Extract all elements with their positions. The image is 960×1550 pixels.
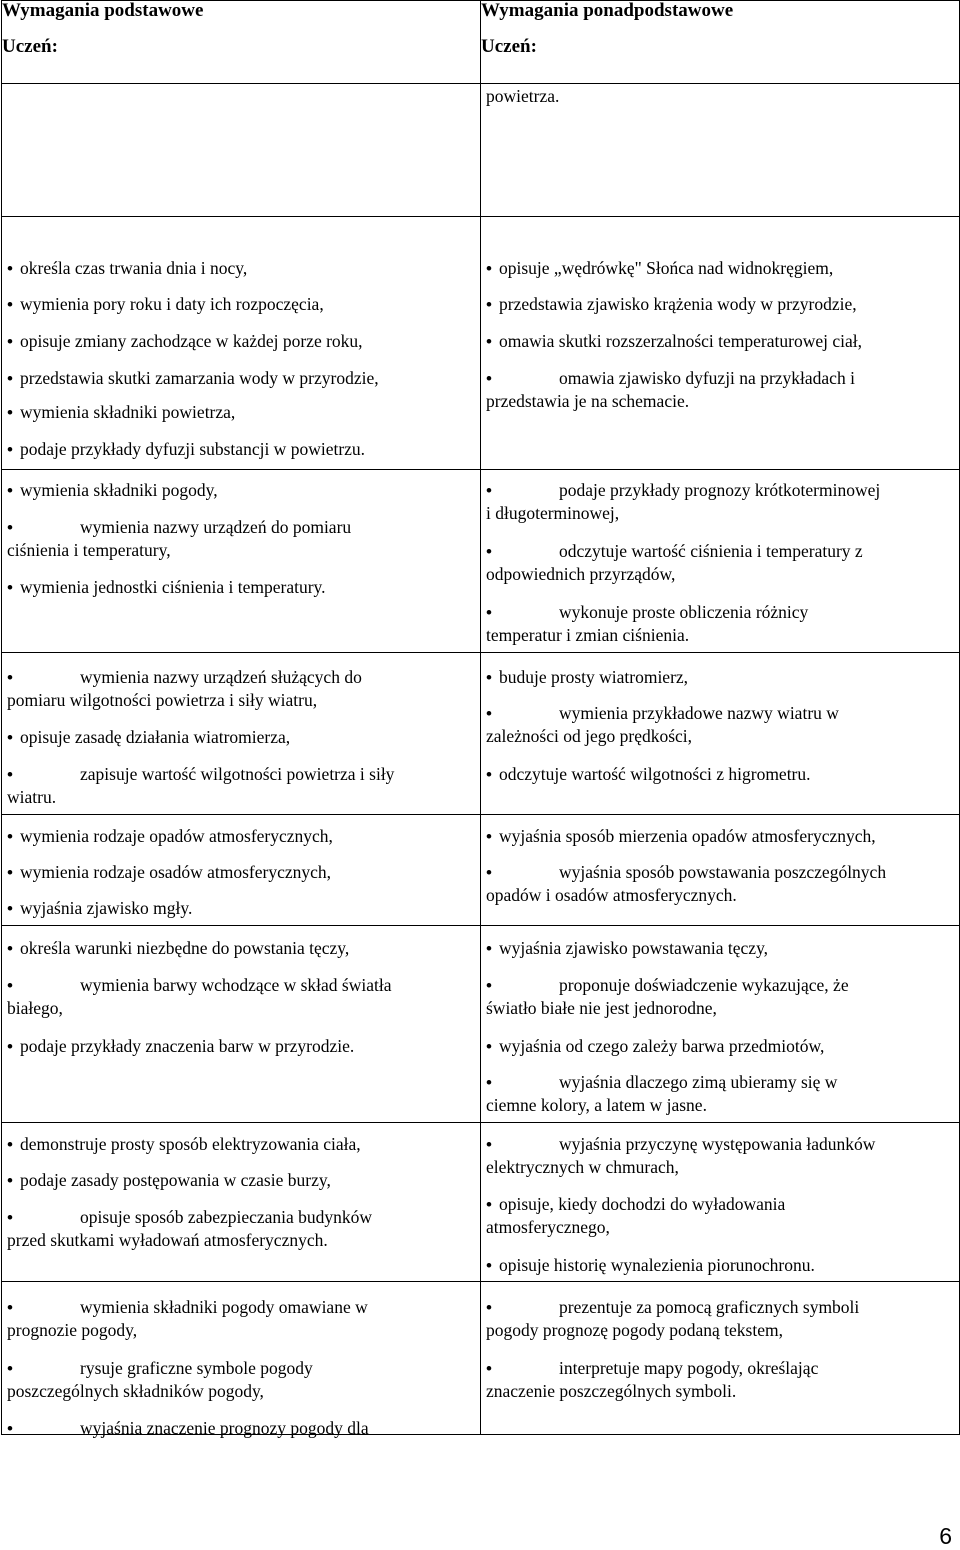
list-item: • wymienia barwy wchodzące w skład światła	[7, 973, 474, 998]
list-item-continuation: wiatru.	[7, 787, 57, 807]
list-item: • wyjaśnia sposób mierzenia opadów atmosferycznych,	[486, 824, 953, 849]
basic-cell	[2, 1282, 481, 1438]
table-header-row	[2, 1, 960, 84]
advanced-cell	[481, 1123, 960, 1282]
list-item: • przedstawia skutki zamarzania wody w przyrodzie,	[7, 366, 474, 391]
list-item: • określa czas trwania dnia i nocy,	[7, 256, 474, 281]
list-item: • odczytuje wartość ciśnienia i temperatury z	[486, 539, 953, 564]
list-item-continuation: znaczenie poszczególnych symboli.	[486, 1381, 737, 1401]
list-item: • wymienia jednostki ciśnienia i temperatury.	[7, 575, 474, 600]
advanced-cell	[481, 926, 960, 1123]
advanced-cell	[481, 470, 960, 653]
list-item: • opisuje, kiedy dochodzi do wyładowania	[486, 1192, 953, 1217]
list-item: • opisuje historię wynalezienia piorunochronu.	[486, 1253, 953, 1278]
list-item: • wymienia nazwy urządzeń służących do	[7, 665, 474, 690]
list-item: • wyjaśnia znaczenie prognozy pogody dla	[7, 1416, 474, 1441]
list-item: • omawia zjawisko dyfuzji na przykładach i	[486, 366, 953, 391]
list-item-continuation: białego,	[7, 998, 63, 1018]
list-item-continuation: poszczególnych składników pogody,	[7, 1381, 264, 1401]
list-item: • rysuje graficzne symbole pogody	[7, 1356, 474, 1381]
advanced-cell	[481, 815, 960, 926]
list-item: • wyjaśnia przyczynę występowania ładunków	[486, 1132, 953, 1157]
list-item: • wymienia składniki pogody,	[7, 478, 474, 503]
advanced-cell	[481, 84, 960, 217]
list-item: • omawia skutki rozszerzalności temperaturowej ciał,	[486, 329, 953, 354]
list-item-continuation: elektrycznych w chmurach,	[486, 1157, 679, 1177]
basic-cell	[2, 470, 481, 653]
list-item-continuation: atmosferycznego,	[486, 1217, 610, 1237]
list-item-continuation: odpowiednich przyrządów,	[486, 564, 676, 584]
list-item: • prezentuje za pomocą graficznych symboli	[486, 1295, 953, 1320]
list-item-continuation: światło białe nie jest jednorodne,	[486, 998, 717, 1018]
list-item: • przedstawia zjawisko krążenia wody w przyrodzie,	[486, 292, 953, 317]
basic-cell	[2, 217, 481, 470]
list-item-continuation: pogody prognozę pogody podaną tekstem,	[486, 1320, 783, 1340]
list-item-continuation: prognozie pogody,	[7, 1320, 138, 1340]
list-item: • proponuje doświadczenie wykazujące, że	[486, 973, 953, 998]
list-item: • określa warunki niezbędne do powstania tęczy,	[7, 936, 474, 961]
list-item: • podaje zasady postępowania w czasie burzy,	[7, 1168, 474, 1193]
basic-cell	[2, 926, 481, 1123]
header-advanced-title: Wymagania ponadpodstawowe	[481, 0, 734, 21]
advanced-cell	[481, 217, 960, 470]
list-item: • wyjaśnia od czego zależy barwa przedmiotów,	[486, 1034, 953, 1059]
list-item: • wymienia rodzaje opadów atmosferycznych,	[7, 824, 474, 849]
list-item-continuation: i długoterminowej,	[486, 503, 620, 523]
list-item-continuation: opadów i osadów atmosferycznych.	[486, 885, 737, 905]
header-advanced	[481, 1, 960, 84]
requirements-table	[1, 0, 960, 1438]
list-item: • opisuje zasadę działania wiatromierza,	[7, 725, 474, 750]
list-item: • wymienia składniki pogody omawiane w	[7, 1295, 474, 1320]
list-item: • podaje przykłady znaczenia barw w przyrodzie.	[7, 1034, 474, 1059]
list-item: • podaje przykłady prognozy krótkoterminowej	[486, 478, 953, 503]
list-item: • zapisuje wartość wilgotności powietrza i siły	[7, 762, 474, 787]
table-row	[2, 217, 960, 470]
list-item: • wymienia rodzaje osadów atmosferycznych,	[7, 860, 474, 885]
header-basic	[2, 1, 481, 84]
table-row	[2, 1282, 960, 1435]
list-item-continuation: przedstawia je na schemacie.	[486, 391, 690, 411]
basic-cell	[2, 815, 481, 926]
list-item: powietrza.	[486, 86, 560, 106]
advanced-cell	[481, 653, 960, 815]
list-item: • buduje prosty wiatromierz,	[486, 665, 953, 690]
list-item: • wyjaśnia zjawisko powstawania tęczy,	[486, 936, 953, 961]
list-item: • wyjaśnia zjawisko mgły.	[7, 896, 474, 921]
list-item-continuation: temperatur i zmian ciśnienia.	[486, 625, 690, 645]
table-row	[2, 84, 960, 217]
list-item: • wymienia przykładowe nazwy wiatru w	[486, 701, 953, 726]
list-item: • odczytuje wartość wilgotności z higrometru.	[486, 762, 953, 787]
list-item: • opisuje „wędrówkę" Słońca nad widnokręgiem,	[486, 256, 953, 281]
list-item: • opisuje zmiany zachodzące w każdej porze roku,	[7, 329, 474, 354]
list-item: • wymienia składniki powietrza,	[7, 400, 474, 425]
list-item: • wymienia nazwy urządzeń do pomiaru	[7, 515, 474, 540]
list-item: • wyjaśnia sposób powstawania poszczególnych	[486, 860, 953, 885]
list-item-continuation: pomiaru wilgotności powietrza i siły wiatru,	[7, 690, 318, 710]
table-row	[2, 926, 960, 1123]
list-item: • wyjaśnia dlaczego zimą ubieramy się w	[486, 1070, 953, 1095]
list-item-continuation: ciemne kolory, a latem w jasne.	[486, 1095, 707, 1115]
list-item: • opisuje sposób zabezpieczania budynków	[7, 1205, 474, 1230]
header-basic-title: Wymagania podstawowe	[2, 0, 204, 21]
advanced-cell	[481, 1282, 960, 1435]
page-number: 6	[939, 1523, 952, 1549]
header-basic-subtitle: Uczeń:	[2, 36, 58, 57]
list-item-continuation: ciśnienia i temperatury,	[7, 540, 171, 560]
list-item-continuation: zależności od jego prędkości,	[486, 726, 693, 746]
table-row	[2, 815, 960, 926]
list-item-continuation: przed skutkami wyładowań atmosferycznych.	[7, 1230, 328, 1250]
table-row	[2, 1123, 960, 1282]
table-row	[2, 470, 960, 653]
table-row	[2, 653, 960, 815]
basic-cell	[2, 1123, 481, 1282]
basic-cell	[2, 84, 481, 217]
list-item: • podaje przykłady dyfuzji substancji w powietrzu.	[7, 437, 474, 462]
header-advanced-subtitle: Uczeń:	[481, 36, 537, 57]
list-item: • wymienia pory roku i daty ich rozpoczęcia,	[7, 292, 474, 317]
list-item: • demonstruje prosty sposób elektryzowania ciała,	[7, 1132, 474, 1157]
list-item: • interpretuje mapy pogody, określając	[486, 1356, 953, 1381]
list-item: • wykonuje proste obliczenia różnicy	[486, 600, 953, 625]
basic-cell	[2, 653, 481, 815]
